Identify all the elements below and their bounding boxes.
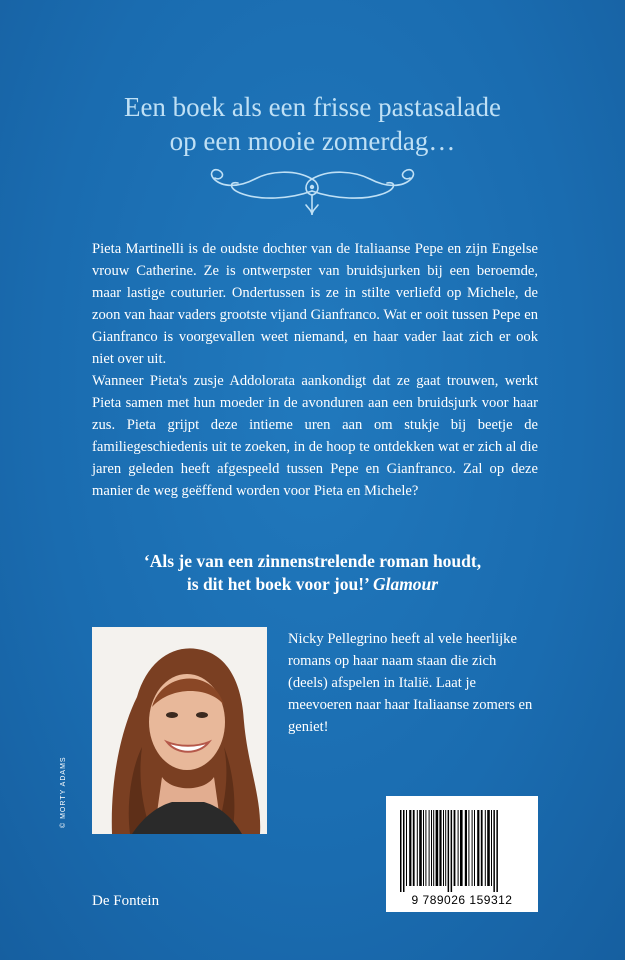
barcode-bar bbox=[493, 810, 495, 892]
barcode-bar bbox=[468, 810, 469, 886]
barcode-bar bbox=[429, 810, 430, 886]
barcode bbox=[386, 796, 538, 912]
barcode-bar bbox=[425, 810, 426, 886]
tagline-line-1: Een boek als een frisse pastasalade bbox=[123, 92, 502, 122]
barcode-bar bbox=[481, 810, 483, 886]
blurb bbox=[92, 238, 538, 502]
author-photo bbox=[92, 627, 267, 834]
quote-line-2-text: is dit het boek voor jou!’ bbox=[186, 574, 369, 594]
barcode-bar bbox=[433, 810, 434, 886]
photo-credit: © MORTY ADAMS bbox=[60, 756, 67, 828]
barcode-bars bbox=[398, 810, 526, 892]
barcode-bar bbox=[431, 810, 432, 886]
barcode-bar bbox=[406, 810, 407, 886]
barcode-bar bbox=[400, 810, 402, 892]
barcode-bar bbox=[448, 810, 450, 892]
quote-line-2 bbox=[0, 573, 625, 596]
author-bio: Nicky Pellegrino heeft al vele heerlijke romans op haar naam staan die zich (deels) afspelen in Italië. Laat je meevoeren naar haar Italiaanse zomers en geniet! bbox=[288, 631, 533, 735]
review-quote bbox=[0, 550, 625, 596]
publisher-name: De Fontein bbox=[92, 893, 160, 909]
flourish-ornament bbox=[200, 165, 425, 217]
barcode-bar bbox=[423, 810, 424, 886]
barcode-bar bbox=[439, 810, 441, 886]
barcode-bar bbox=[451, 810, 453, 892]
quote-source: Glamour bbox=[372, 574, 439, 594]
tagline-line-2: op een mooie zomerdag… bbox=[169, 126, 456, 156]
author-portrait-image bbox=[92, 627, 267, 834]
barcode-bar bbox=[474, 810, 475, 886]
barcode-bar bbox=[454, 810, 456, 886]
barcode-bar bbox=[496, 810, 498, 892]
barcode-bar bbox=[477, 810, 479, 886]
barcode-bar bbox=[458, 810, 459, 886]
barcode-bar bbox=[487, 810, 490, 886]
barcode-bar bbox=[419, 810, 422, 886]
tagline bbox=[0, 90, 625, 158]
barcode-bar bbox=[472, 810, 473, 886]
barcode-bar bbox=[465, 810, 467, 886]
barcode-bar bbox=[417, 810, 418, 886]
blurb-paragraph-2: Wanneer Pieta's zusje Addolorata aankondigt dat ze gaat trouwen, werkt Pieta samen met hun moeder in de avonduren aan een bruidsjurk voor haar zus. Pieta grijpt deze intieme uren aan om stukje bij beetje de familiegeschiedenis uit te zoeken, in de hoop te ontdekken wat er zich al die jaren geleden heeft afgespeeld tussen Pepe en Gianfranco. Zal op deze manier de weg geëffend worden voor Pieta en Michele? bbox=[92, 373, 538, 499]
blurb-paragraph-1: Pieta Martinelli is de oudste dochter van de Italiaanse Pepe en zijn Engelse vrouw Catherine. Ze is ontwerpster van bruidsjurken bij een beroemde, maar lastige couturier. Ondertussen is ze in stilte verliefd op Michele, de zoon van haar vaders grootste vijand Gianfranco. Wat er ooit tussen Pepe en Gianfranco is voorgevallen weet niemand, en haar vader laat zich er ook niet over uit. bbox=[92, 241, 538, 367]
barcode-bar bbox=[436, 810, 439, 886]
barcode-bar bbox=[460, 810, 463, 886]
quote-line-1: ‘Als je van een zinnenstrelende roman houdt, bbox=[143, 551, 482, 571]
barcode-bar bbox=[491, 810, 492, 886]
barcode-bar bbox=[445, 810, 446, 886]
barcode-bar bbox=[409, 810, 411, 886]
barcode-bar bbox=[413, 810, 415, 886]
barcode-bar bbox=[403, 810, 405, 892]
barcode-bar bbox=[485, 810, 486, 886]
barcode-bar bbox=[443, 810, 444, 886]
isbn-number: 9 789026 159312 bbox=[411, 893, 513, 907]
